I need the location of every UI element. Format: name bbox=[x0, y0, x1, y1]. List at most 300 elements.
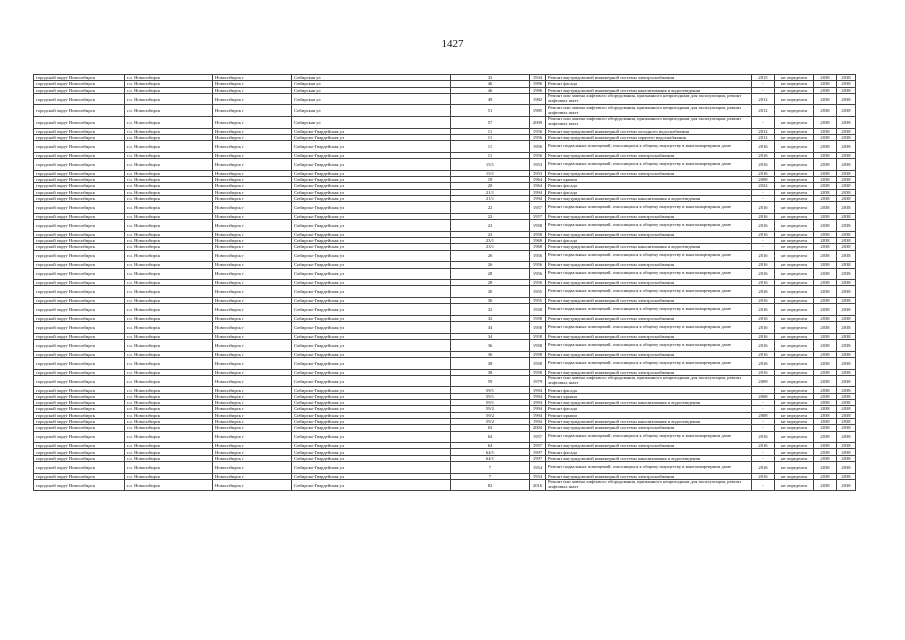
plan-start-year-cell: 2038 bbox=[814, 280, 837, 286]
table-row bbox=[34, 304, 856, 316]
plan-end-year-cell: 2038 bbox=[837, 406, 856, 412]
city-cell: Новосибирск г bbox=[213, 170, 292, 176]
build-year-cell: 1997 bbox=[530, 449, 546, 455]
build-year-cell: 1964 bbox=[530, 177, 546, 183]
plan-end-year-cell: 2038 bbox=[837, 117, 856, 129]
plan-end-year-cell: 2038 bbox=[837, 315, 856, 321]
status-cell: не определен bbox=[775, 231, 814, 237]
last-repair-year-cell: - bbox=[752, 87, 775, 93]
table-row bbox=[34, 93, 856, 105]
house-number-cell: 28 bbox=[451, 268, 530, 280]
work-type-cell: Ремонт подвальных помещений, относящихся к общему имуществу в многоквартирном доме bbox=[546, 357, 752, 369]
plan-start-year-cell: 2038 bbox=[814, 462, 837, 474]
district-cell: городской округ Новосибирск bbox=[34, 189, 125, 195]
status-cell: не определен bbox=[775, 81, 814, 87]
settlement-cell: г.о. Новосибирск bbox=[125, 425, 213, 431]
city-cell: Новосибирск г bbox=[213, 220, 292, 232]
build-year-cell: 1958 bbox=[530, 340, 546, 352]
district-cell: городской округ Новосибирск bbox=[34, 75, 125, 81]
work-type-cell: Ремонт внутридомовой инженерной системы электроснабжения bbox=[546, 170, 752, 176]
street-cell: Сибирско-Гвардейская ул bbox=[292, 375, 451, 387]
city-cell: Новосибирск г bbox=[213, 268, 292, 280]
settlement-cell: г.о. Новосибирск bbox=[125, 449, 213, 455]
last-repair-year-cell: 2016 bbox=[752, 213, 775, 219]
house-number-cell: 11 bbox=[451, 152, 530, 158]
district-cell: городской округ Новосибирск bbox=[34, 262, 125, 268]
work-type-cell: Ремонт или замена лифтового оборудования, признанного непригодным для эксплуатации, ремонт лифтовых шахт bbox=[546, 375, 752, 387]
house-number-cell: 36 bbox=[451, 340, 530, 352]
status-cell: не определен bbox=[775, 177, 814, 183]
district-cell: городской округ Новосибирск bbox=[34, 449, 125, 455]
work-type-cell: Ремонт подвальных помещений, относящихся к общему имуществу в многоквартирном доме bbox=[546, 159, 752, 171]
plan-start-year-cell: 2038 bbox=[814, 431, 837, 443]
city-cell: Новосибирск г bbox=[213, 159, 292, 171]
street-cell: Сибирско-Гвардейская ул bbox=[292, 369, 451, 375]
plan-start-year-cell: 2038 bbox=[814, 189, 837, 195]
status-cell: не определен bbox=[775, 93, 814, 105]
street-cell: Сибирская ул bbox=[292, 81, 451, 87]
district-cell: городской округ Новосибирск bbox=[34, 412, 125, 418]
work-type-cell: Ремонт фасада bbox=[546, 183, 752, 189]
house-number-cell: 64/1 bbox=[451, 449, 530, 455]
settlement-cell: г.о. Новосибирск bbox=[125, 357, 213, 369]
settlement-cell: г.о. Новосибирск bbox=[125, 202, 213, 214]
status-cell: не определен bbox=[775, 443, 814, 449]
work-type-cell: Ремонт внутридомовой инженерной системы горячего водоснабжения bbox=[546, 134, 752, 140]
last-repair-year-cell: 2016 bbox=[752, 231, 775, 237]
work-type-cell: Ремонт внутридомовой инженерной системы электроснабжения bbox=[546, 213, 752, 219]
district-cell: городской округ Новосибирск bbox=[34, 268, 125, 280]
street-cell: Сибирско-Гвардейская ул bbox=[292, 340, 451, 352]
house-number-cell: 15/1 bbox=[451, 170, 530, 176]
plan-end-year-cell: 2038 bbox=[837, 202, 856, 214]
work-type-cell: Ремонт фасада bbox=[546, 238, 752, 244]
plan-start-year-cell: 2038 bbox=[814, 406, 837, 412]
settlement-cell: г.о. Новосибирск bbox=[125, 473, 213, 479]
settlement-cell: г.о. Новосибирск bbox=[125, 238, 213, 244]
street-cell: Сибирско-Гвардейская ул bbox=[292, 387, 451, 393]
district-cell: городской округ Новосибирск bbox=[34, 462, 125, 474]
build-year-cell: 1956 bbox=[530, 134, 546, 140]
last-repair-year-cell: - bbox=[752, 449, 775, 455]
city-cell: Новосибирск г bbox=[213, 202, 292, 214]
house-number-cell: 36 bbox=[451, 351, 530, 357]
work-type-cell: Ремонт крыши bbox=[546, 177, 752, 183]
city-cell: Новосибирск г bbox=[213, 195, 292, 201]
street-cell: Сибирско-Гвардейская ул bbox=[292, 195, 451, 201]
district-cell: городской округ Новосибирск bbox=[34, 87, 125, 93]
plan-start-year-cell: 2038 bbox=[814, 231, 837, 237]
city-cell: Новосибирск г bbox=[213, 262, 292, 268]
street-cell: Сибирско-Гвардейская ул bbox=[292, 473, 451, 479]
house-number-cell: 34 bbox=[451, 322, 530, 334]
district-cell: городской округ Новосибирск bbox=[34, 387, 125, 393]
plan-start-year-cell: 2038 bbox=[814, 202, 837, 214]
work-type-cell: Ремонт внутридомовой инженерной системы электроснабжения bbox=[546, 333, 752, 339]
build-year-cell: 1996 bbox=[530, 81, 546, 87]
build-year-cell: 1953 bbox=[530, 159, 546, 171]
city-cell: Новосибирск г bbox=[213, 189, 292, 195]
plan-start-year-cell: 2038 bbox=[814, 412, 837, 418]
district-cell: городской округ Новосибирск bbox=[34, 213, 125, 219]
street-cell: Сибирская ул bbox=[292, 117, 451, 129]
last-repair-year-cell: - bbox=[752, 418, 775, 424]
street-cell: Сибирская ул bbox=[292, 75, 451, 81]
plan-start-year-cell: 2038 bbox=[814, 81, 837, 87]
city-cell: Новосибирск г bbox=[213, 117, 292, 129]
settlement-cell: г.о. Новосибирск bbox=[125, 159, 213, 171]
district-cell: городской округ Новосибирск bbox=[34, 340, 125, 352]
street-cell: Сибирско-Гвардейская ул bbox=[292, 351, 451, 357]
district-cell: городской округ Новосибирск bbox=[34, 238, 125, 244]
house-number-cell: 26 bbox=[451, 262, 530, 268]
build-year-cell: 1994 bbox=[530, 400, 546, 406]
plan-start-year-cell: 2038 bbox=[814, 244, 837, 250]
work-type-cell: Ремонт подвальных помещений, относящихся к общему имуществу в многоквартирном доме bbox=[546, 220, 752, 232]
settlement-cell: г.о. Новосибирск bbox=[125, 268, 213, 280]
build-year-cell: 1934 bbox=[530, 75, 546, 81]
last-repair-year-cell: 2016 bbox=[752, 297, 775, 303]
plan-end-year-cell: 2038 bbox=[837, 183, 856, 189]
work-type-cell: Ремонт или замена лифтового оборудования, признанного непригодным для эксплуатации, ремонт лифтовых шахт bbox=[546, 479, 752, 491]
settlement-cell: г.о. Новосибирск bbox=[125, 93, 213, 105]
city-cell: Новосибирск г bbox=[213, 105, 292, 117]
build-year-cell: 2004 bbox=[530, 425, 546, 431]
last-repair-year-cell: 2016 bbox=[752, 250, 775, 262]
status-cell: не определен bbox=[775, 213, 814, 219]
house-number-cell: 28 bbox=[451, 280, 530, 286]
status-cell: не определен bbox=[775, 195, 814, 201]
street-cell: Сибирско-Гвардейская ул bbox=[292, 202, 451, 214]
build-year-cell: 1997 bbox=[530, 455, 546, 461]
plan-start-year-cell: 2038 bbox=[814, 304, 837, 316]
plan-start-year-cell: 2038 bbox=[814, 455, 837, 461]
city-cell: Новосибирск г bbox=[213, 369, 292, 375]
work-type-cell: Ремонт подвальных помещений, относящихся к общему имуществу в многоквартирном доме bbox=[546, 268, 752, 280]
plan-start-year-cell: 2038 bbox=[814, 333, 837, 339]
plan-end-year-cell: 2038 bbox=[837, 431, 856, 443]
city-cell: Новосибирск г bbox=[213, 473, 292, 479]
last-repair-year-cell: 2016 bbox=[752, 159, 775, 171]
house-number-cell: 7 bbox=[451, 473, 530, 479]
plan-end-year-cell: 2038 bbox=[837, 297, 856, 303]
city-cell: Новосибирск г bbox=[213, 443, 292, 449]
street-cell: Сибирско-Гвардейская ул bbox=[292, 280, 451, 286]
work-type-cell: Ремонт внутридомовой инженерной системы электроснабжения bbox=[546, 425, 752, 431]
house-number-cell: 23 bbox=[451, 231, 530, 237]
status-cell: не определен bbox=[775, 262, 814, 268]
plan-end-year-cell: 2038 bbox=[837, 268, 856, 280]
district-cell: городской округ Новосибирск bbox=[34, 443, 125, 449]
house-number-cell: 63 bbox=[451, 425, 530, 431]
plan-end-year-cell: 2038 bbox=[837, 262, 856, 268]
house-number-cell: 34 bbox=[451, 333, 530, 339]
last-repair-year-cell: 2016 bbox=[752, 220, 775, 232]
street-cell: Сибирско-Гвардейская ул bbox=[292, 400, 451, 406]
city-cell: Новосибирск г bbox=[213, 418, 292, 424]
work-type-cell: Ремонт подвальных помещений, относящихся к общему имуществу в многоквартирном доме bbox=[546, 141, 752, 153]
last-repair-year-cell: 2016 bbox=[752, 286, 775, 298]
settlement-cell: г.о. Новосибирск bbox=[125, 340, 213, 352]
house-number-cell: 64 bbox=[451, 443, 530, 449]
plan-end-year-cell: 2038 bbox=[837, 387, 856, 393]
status-cell: не определен bbox=[775, 369, 814, 375]
street-cell: Сибирская ул bbox=[292, 93, 451, 105]
repair-schedule-table bbox=[33, 74, 856, 491]
plan-start-year-cell: 2038 bbox=[814, 213, 837, 219]
build-year-cell: 1994 bbox=[530, 418, 546, 424]
district-cell: городской округ Новосибирск bbox=[34, 202, 125, 214]
plan-start-year-cell: 2038 bbox=[814, 473, 837, 479]
table-row bbox=[34, 220, 856, 232]
street-cell: Сибирско-Гвардейская ул bbox=[292, 134, 451, 140]
house-number-cell: 11 bbox=[451, 128, 530, 134]
work-type-cell: Ремонт внутридомовой инженерной системы электроснабжения bbox=[546, 280, 752, 286]
street-cell: Сибирско-Гвардейская ул bbox=[292, 244, 451, 250]
settlement-cell: г.о. Новосибирск bbox=[125, 141, 213, 153]
build-year-cell: 1994 bbox=[530, 406, 546, 412]
house-number-cell: 82 bbox=[451, 479, 530, 491]
build-year-cell: 1956 bbox=[530, 141, 546, 153]
plan-end-year-cell: 2038 bbox=[837, 400, 856, 406]
street-cell: Сибирско-Гвардейская ул bbox=[292, 220, 451, 232]
city-cell: Новосибирск г bbox=[213, 75, 292, 81]
settlement-cell: г.о. Новосибирск bbox=[125, 418, 213, 424]
status-cell: не определен bbox=[775, 141, 814, 153]
district-cell: городской округ Новосибирск bbox=[34, 406, 125, 412]
settlement-cell: г.о. Новосибирск bbox=[125, 387, 213, 393]
district-cell: городской округ Новосибирск bbox=[34, 81, 125, 87]
plan-end-year-cell: 2038 bbox=[837, 75, 856, 81]
last-repair-year-cell: 2016 bbox=[752, 357, 775, 369]
table-row bbox=[34, 431, 856, 443]
build-year-cell: 1994 bbox=[530, 393, 546, 399]
work-type-cell: Ремонт внутридомовой инженерной системы электроснабжения bbox=[546, 443, 752, 449]
build-year-cell: 1956 bbox=[530, 262, 546, 268]
work-type-cell: Ремонт подвальных помещений, относящихся к общему имуществу в многоквартирном доме bbox=[546, 431, 752, 443]
build-year-cell: 1982 bbox=[530, 93, 546, 105]
status-cell: не определен bbox=[775, 134, 814, 140]
settlement-cell: г.о. Новосибирск bbox=[125, 189, 213, 195]
status-cell: не определен bbox=[775, 152, 814, 158]
status-cell: не определен bbox=[775, 340, 814, 352]
last-repair-year-cell: 2016 bbox=[752, 170, 775, 176]
settlement-cell: г.о. Новосибирск bbox=[125, 152, 213, 158]
plan-end-year-cell: 2038 bbox=[837, 231, 856, 237]
build-year-cell: 1953 bbox=[530, 170, 546, 176]
house-number-cell: 7 bbox=[451, 462, 530, 474]
last-repair-year-cell: 2012 bbox=[752, 105, 775, 117]
last-repair-year-cell: - bbox=[752, 117, 775, 129]
build-year-cell: 1958 bbox=[530, 351, 546, 357]
status-cell: не определен bbox=[775, 159, 814, 171]
house-number-cell: 46 bbox=[451, 87, 530, 93]
status-cell: не определен bbox=[775, 393, 814, 399]
status-cell: не определен bbox=[775, 238, 814, 244]
last-repair-year-cell: - bbox=[752, 387, 775, 393]
status-cell: не определен bbox=[775, 425, 814, 431]
settlement-cell: г.о. Новосибирск bbox=[125, 183, 213, 189]
last-repair-year-cell: 2015 bbox=[752, 75, 775, 81]
build-year-cell: 2016 bbox=[530, 479, 546, 491]
plan-end-year-cell: 2038 bbox=[837, 333, 856, 339]
street-cell: Сибирско-Гвардейская ул bbox=[292, 189, 451, 195]
street-cell: Сибирско-Гвардейская ул bbox=[292, 455, 451, 461]
house-number-cell: 38 bbox=[451, 369, 530, 375]
city-cell: Новосибирск г bbox=[213, 322, 292, 334]
city-cell: Новосибирск г bbox=[213, 406, 292, 412]
district-cell: городской округ Новосибирск bbox=[34, 369, 125, 375]
city-cell: Новосибирск г bbox=[213, 449, 292, 455]
city-cell: Новосибирск г bbox=[213, 333, 292, 339]
city-cell: Новосибирск г bbox=[213, 357, 292, 369]
city-cell: Новосибирск г bbox=[213, 231, 292, 237]
build-year-cell: 1957 bbox=[530, 443, 546, 449]
house-number-cell: 59/1 bbox=[451, 400, 530, 406]
status-cell: не определен bbox=[775, 406, 814, 412]
work-type-cell: Ремонт внутридомовой инженерной системы канализования и водоотведения bbox=[546, 87, 752, 93]
plan-end-year-cell: 2038 bbox=[837, 159, 856, 171]
house-number-cell: 23 bbox=[451, 220, 530, 232]
house-number-cell: 32 bbox=[451, 315, 530, 321]
plan-start-year-cell: 2038 bbox=[814, 128, 837, 134]
last-repair-year-cell: 2016 bbox=[752, 262, 775, 268]
city-cell: Новосибирск г bbox=[213, 213, 292, 219]
status-cell: не определен bbox=[775, 189, 814, 195]
settlement-cell: г.о. Новосибирск bbox=[125, 322, 213, 334]
last-repair-year-cell: 2016 bbox=[752, 333, 775, 339]
status-cell: не определен bbox=[775, 286, 814, 298]
house-number-cell: 23/1 bbox=[451, 244, 530, 250]
build-year-cell: 1958 bbox=[530, 304, 546, 316]
plan-start-year-cell: 2038 bbox=[814, 87, 837, 93]
last-repair-year-cell: - bbox=[752, 195, 775, 201]
status-cell: не определен bbox=[775, 473, 814, 479]
status-cell: не определен bbox=[775, 117, 814, 129]
plan-end-year-cell: 2038 bbox=[837, 418, 856, 424]
last-repair-year-cell: - bbox=[752, 244, 775, 250]
status-cell: не определен bbox=[775, 315, 814, 321]
city-cell: Новосибирск г bbox=[213, 340, 292, 352]
street-cell: Сибирско-Гвардейская ул bbox=[292, 141, 451, 153]
plan-end-year-cell: 2038 bbox=[837, 170, 856, 176]
district-cell: городской округ Новосибирск bbox=[34, 280, 125, 286]
street-cell: Сибирско-Гвардейская ул bbox=[292, 393, 451, 399]
status-cell: не определен bbox=[775, 268, 814, 280]
last-repair-year-cell: - bbox=[752, 238, 775, 244]
status-cell: не определен bbox=[775, 75, 814, 81]
plan-start-year-cell: 2038 bbox=[814, 400, 837, 406]
house-number-cell: 26 bbox=[451, 250, 530, 262]
city-cell: Новосибирск г bbox=[213, 87, 292, 93]
district-cell: городской округ Новосибирск bbox=[34, 134, 125, 140]
build-year-cell: 1958 bbox=[530, 369, 546, 375]
settlement-cell: г.о. Новосибирск bbox=[125, 431, 213, 443]
settlement-cell: г.о. Новосибирск bbox=[125, 134, 213, 140]
house-number-cell: 59/2 bbox=[451, 412, 530, 418]
status-cell: не определен bbox=[775, 202, 814, 214]
build-year-cell: 1956 bbox=[530, 268, 546, 280]
city-cell: Новосибирск г bbox=[213, 250, 292, 262]
work-type-cell: Ремонт фасада bbox=[546, 387, 752, 393]
district-cell: городской округ Новосибирск bbox=[34, 400, 125, 406]
house-number-cell: 59/2 bbox=[451, 406, 530, 412]
last-repair-year-cell: 2016 bbox=[752, 473, 775, 479]
build-year-cell: 1958 bbox=[530, 220, 546, 232]
house-number-cell: 49 bbox=[451, 93, 530, 105]
plan-start-year-cell: 2038 bbox=[814, 262, 837, 268]
street-cell: Сибирско-Гвардейская ул bbox=[292, 170, 451, 176]
city-cell: Новосибирск г bbox=[213, 304, 292, 316]
plan-start-year-cell: 2038 bbox=[814, 75, 837, 81]
table-row bbox=[34, 268, 856, 280]
status-cell: не определен bbox=[775, 128, 814, 134]
table-row bbox=[34, 357, 856, 369]
plan-end-year-cell: 2038 bbox=[837, 141, 856, 153]
settlement-cell: г.о. Новосибирск bbox=[125, 128, 213, 134]
work-type-cell: Ремонт внутридомовой инженерной системы канализования и водоотведения bbox=[546, 195, 752, 201]
plan-start-year-cell: 2038 bbox=[814, 443, 837, 449]
settlement-cell: г.о. Новосибирск bbox=[125, 177, 213, 183]
plan-start-year-cell: 2038 bbox=[814, 159, 837, 171]
settlement-cell: г.о. Новосибирск bbox=[125, 393, 213, 399]
build-year-cell: 1968 bbox=[530, 238, 546, 244]
build-year-cell: 2009 bbox=[530, 117, 546, 129]
city-cell: Новосибирск г bbox=[213, 297, 292, 303]
settlement-cell: г.о. Новосибирск bbox=[125, 250, 213, 262]
plan-end-year-cell: 2038 bbox=[837, 213, 856, 219]
house-number-cell: 38 bbox=[451, 357, 530, 369]
plan-end-year-cell: 2038 bbox=[837, 473, 856, 479]
build-year-cell: 1956 bbox=[530, 280, 546, 286]
house-number-cell: 64 bbox=[451, 431, 530, 443]
plan-end-year-cell: 2038 bbox=[837, 304, 856, 316]
district-cell: городской округ Новосибирск bbox=[34, 425, 125, 431]
plan-start-year-cell: 2038 bbox=[814, 375, 837, 387]
house-number-cell: 33 bbox=[451, 75, 530, 81]
work-type-cell: Ремонт внутридомовой инженерной системы канализования и водоотведения bbox=[546, 418, 752, 424]
house-number-cell: 21/1 bbox=[451, 189, 530, 195]
plan-start-year-cell: 2038 bbox=[814, 134, 837, 140]
last-repair-year-cell: 2016 bbox=[752, 268, 775, 280]
street-cell: Сибирско-Гвардейская ул bbox=[292, 304, 451, 316]
district-cell: городской округ Новосибирск bbox=[34, 322, 125, 334]
district-cell: городской округ Новосибирск bbox=[34, 333, 125, 339]
table-row bbox=[34, 462, 856, 474]
district-cell: городской округ Новосибирск bbox=[34, 141, 125, 153]
district-cell: городской округ Новосибирск bbox=[34, 231, 125, 237]
street-cell: Сибирско-Гвардейская ул bbox=[292, 425, 451, 431]
settlement-cell: г.о. Новосибирск bbox=[125, 479, 213, 491]
district-cell: городской округ Новосибирск bbox=[34, 183, 125, 189]
plan-end-year-cell: 2038 bbox=[837, 93, 856, 105]
plan-start-year-cell: 2038 bbox=[814, 297, 837, 303]
table-row bbox=[34, 479, 856, 491]
last-repair-year-cell: 2022 bbox=[752, 183, 775, 189]
status-cell: не определен bbox=[775, 357, 814, 369]
city-cell: Новосибирск г bbox=[213, 425, 292, 431]
plan-start-year-cell: 2038 bbox=[814, 315, 837, 321]
status-cell: не определен bbox=[775, 250, 814, 262]
work-type-cell: Ремонт подвальных помещений, относящихся к общему имуществу в многоквартирном доме bbox=[546, 322, 752, 334]
house-number-cell: 30 bbox=[451, 286, 530, 298]
plan-end-year-cell: 2038 bbox=[837, 369, 856, 375]
plan-end-year-cell: 2038 bbox=[837, 220, 856, 232]
status-cell: не определен bbox=[775, 170, 814, 176]
city-cell: Новосибирск г bbox=[213, 387, 292, 393]
plan-end-year-cell: 2038 bbox=[837, 238, 856, 244]
build-year-cell: 1956 bbox=[530, 250, 546, 262]
